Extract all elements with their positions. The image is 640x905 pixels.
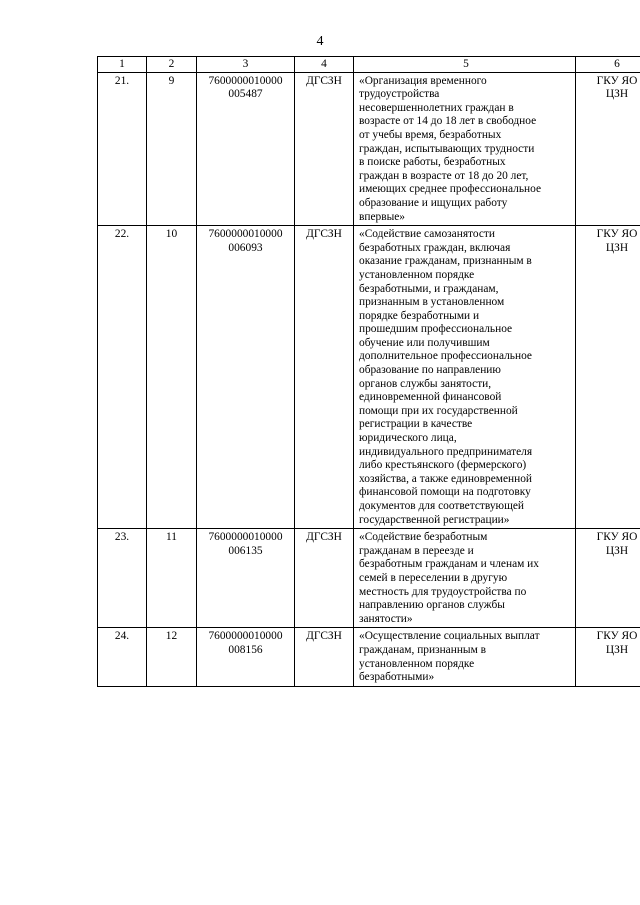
sub-number-cell: 11 [147, 529, 197, 628]
department-cell: ДГСЗН [295, 529, 354, 628]
column-header-3: 3 [197, 57, 295, 73]
executor-cell: ГКУ ЯО ЦЗН [576, 226, 640, 529]
service-name-cell: «Содействие самозанятости безработных граждан, включая оказание гражданам, признанным в установленном порядке безработными, и гражданам, признанным в установленном порядке безработными и прошедшим профессиональное обучение или получившим дополнительное профессиональное образование по направлению органов службы занятости, единовременной финансовой помощи при их государственной регистрации в качестве юридического лица, индивидуального предпринимателя либо крестьянского (фермерского) хозяйства, а также единовременной финансовой помощи на подготовку документов для соответствующей государственной регистрации» [354, 226, 576, 529]
services-table [97, 56, 640, 687]
department-cell: ДГСЗН [295, 72, 354, 226]
department-cell: ДГСЗН [295, 628, 354, 686]
column-header-4: 4 [295, 57, 354, 73]
column-header-1: 1 [98, 57, 147, 73]
service-name-cell: «Содействие безработным гражданам в переезде и безработным гражданам и членам их семей в переселении в другую местность для трудоустройства по направлению органов службы занятости» [354, 529, 576, 628]
table-row [98, 628, 640, 686]
table-row [98, 72, 640, 226]
column-header-2: 2 [147, 57, 197, 73]
row-number-cell: 21. [98, 72, 147, 226]
table-header-row [98, 57, 640, 73]
sub-number-cell: 12 [147, 628, 197, 686]
row-number-cell: 22. [98, 226, 147, 529]
service-name-cell: «Осуществление социальных выплат гражданам, признанным в установленном порядке безработными» [354, 628, 576, 686]
executor-cell: ГКУ ЯО ЦЗН [576, 529, 640, 628]
page-number: 4 [316, 34, 324, 49]
sub-number-cell: 9 [147, 72, 197, 226]
column-header-5: 5 [354, 57, 576, 73]
department-cell: ДГСЗН [295, 226, 354, 529]
sub-number-cell: 10 [147, 226, 197, 529]
registry-code-cell: 7600000010000 006135 [197, 529, 295, 628]
registry-code-cell: 7600000010000 005487 [197, 72, 295, 226]
column-header-6: 6 [576, 57, 640, 73]
executor-cell: ГКУ ЯО ЦЗН [576, 628, 640, 686]
registry-code-cell: 7600000010000 006093 [197, 226, 295, 529]
table-row [98, 529, 640, 628]
executor-cell: ГКУ ЯО ЦЗН [576, 72, 640, 226]
service-name-cell: «Организация временного трудоустройства несовершеннолетних граждан в возрасте от 14 до 18 лет в свободное от учебы время, безработных граждан, испытывающих трудности в поиске работы, безработных граждан в возрасте от 18 до 20 лет, имеющих среднее профессиональное образование и ищущих работу впервые» [354, 72, 576, 226]
registry-code-cell: 7600000010000 008156 [197, 628, 295, 686]
row-number-cell: 24. [98, 628, 147, 686]
row-number-cell: 23. [98, 529, 147, 628]
table-row [98, 226, 640, 529]
